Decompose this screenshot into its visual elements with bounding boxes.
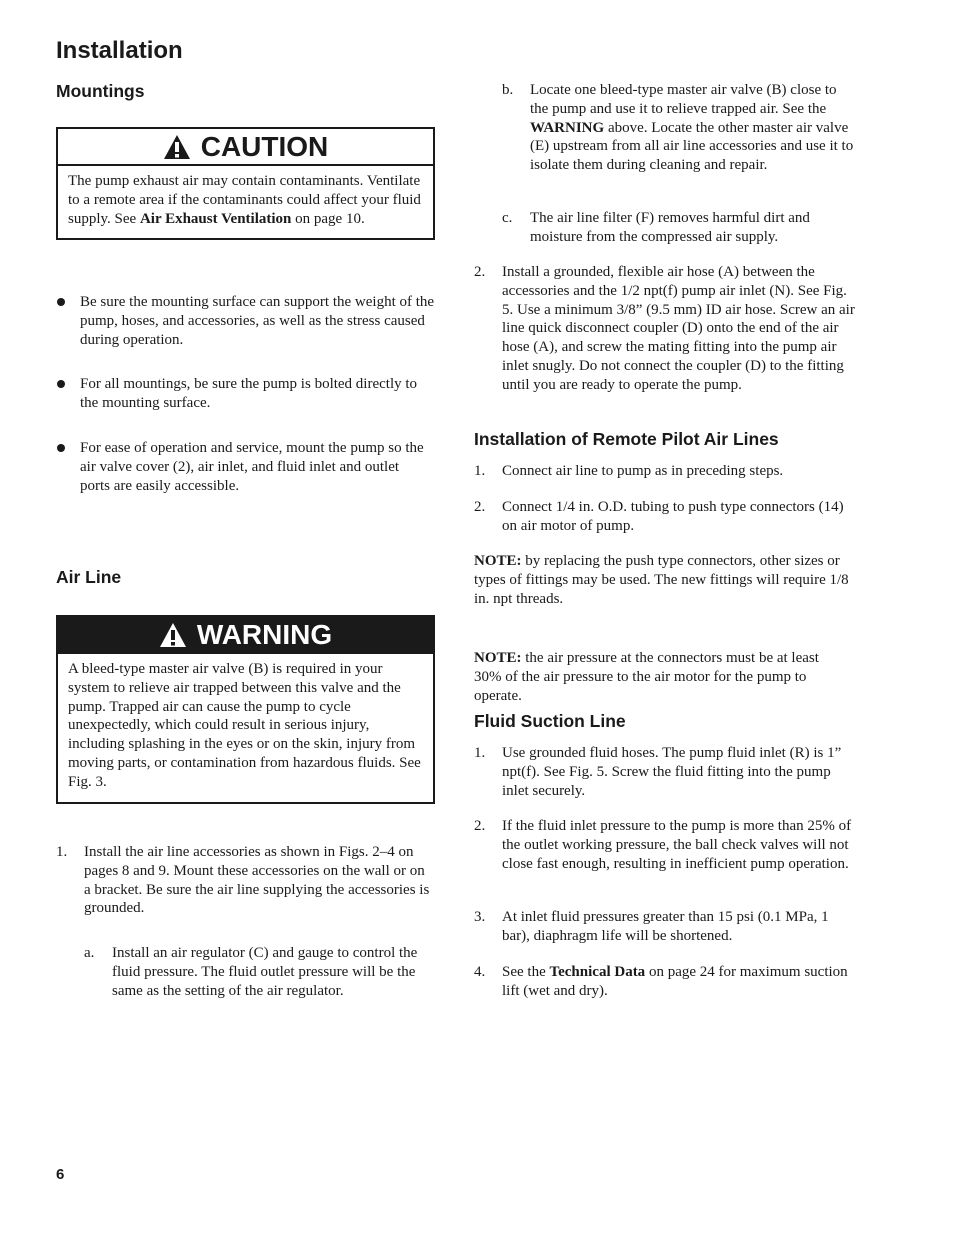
list-item: For ease of operation and service, mount the pump so the air valve cover (2), air inlet, and fluid inlet and outlet ports are easily accessible. — [56, 439, 428, 495]
caution-header — [58, 129, 433, 166]
page-number: 6 — [56, 1166, 65, 1183]
caution-box — [56, 127, 435, 240]
mountings-heading: Mountings — [56, 81, 145, 101]
warning-reference: WARNING — [530, 119, 605, 136]
list-item-step-1c: c. The air line filter (F) removes harmful dirt and moisture from the compressed air supply. — [502, 210, 810, 245]
warning-triangle-icon — [163, 133, 191, 161]
list-item: 2. Connect 1/4 in. O.D. tubing to push type connectors (14) on air motor of pump. — [474, 499, 844, 534]
warning-box — [56, 615, 435, 804]
caution-label: CAUTION — [200, 130, 329, 162]
list-item: Be sure the mounting surface can support the weight of the pump, hoses, and accessories, as well as the stress caused during operation. — [56, 293, 438, 349]
bullet-icon — [57, 444, 65, 452]
technical-data-reference: Technical Data — [549, 964, 646, 980]
list-item: For all mountings, be sure the pump is bolted directly to the mounting surface. — [56, 375, 438, 413]
caution-text: The pump exhaust air may contain contaminants. Ventilate to a remote area if the contaminants could affect your fluid supply. See Air Exhaust Ventilation on page 10. — [68, 173, 421, 227]
fluid-suction-heading: Fluid Suction Line — [474, 711, 626, 731]
list-item-step-1: 1. Install the air line accessories as shown in Figs. 2–4 on pages 8 and 9. Mount these accessories on the wall or on a bracket. Be sure the air line supplying the accessories is grounded. — [56, 844, 430, 917]
note-air-pressure: NOTE: the air pressure at the connectors must be at least 30% of the air pressure to the air motor for the pump to operate. — [474, 650, 819, 704]
list-item-step-1a: a. Install an air regulator (C) and gauge to control the fluid pressure. The fluid outlet pressure will be the same as the setting of the air regulator. — [84, 945, 418, 999]
caution-ref-air-exhaust: Air Exhaust Ventilation — [139, 210, 292, 227]
note-fittings: NOTE: by replacing the push type connectors, other sizes or types of fittings may be used. The new fittings will require 1/8 in. npt threads. — [474, 553, 849, 607]
remote-pilot-heading: Installation of Remote Pilot Air Lines — [474, 429, 779, 449]
list-item: 3. At inlet fluid pressures greater than 15 psi (0.1 MPa, 1 bar), diaphragm life will be shortened. — [474, 909, 829, 944]
list-item: 1. Use grounded fluid hoses. The pump fluid inlet (R) is 1” npt(f). See Fig. 5. Screw the fluid fitting into the pump inlet securely. — [474, 745, 842, 799]
bullet-icon — [57, 380, 65, 388]
page-title: Installation — [56, 37, 183, 64]
bullet-icon — [57, 298, 65, 306]
list-item-step-2: 2. Install a grounded, flexible air hose (A) between the accessories and the 1/2 npt(f) pump air inlet (N). See Fig. 5. Use a minimum 3/8” (9.5 mm) ID air hose. Screw an air line quick disconnect coupler (D) onto the end of the air hose (A), and screw the mating fitting into the pump air inlet snugly. Do not connect the coupler (D) to the fitting until you are ready to operate the pump. — [474, 264, 855, 393]
list-item: 4. See the Technical Data on page 24 for maximum suction lift (wet and dry). — [474, 964, 848, 999]
air-line-heading: Air Line — [56, 567, 122, 587]
warning-triangle-icon — [159, 621, 187, 649]
warning-header — [58, 617, 433, 654]
warning-text: A bleed-type master air valve (B) is required in your system to relieve air trapped between this valve and the pump. Trapped air can cause the pump to cycle unexpectedly, which could result in serious injury, including splashing in the eyes or on the skin, injury from moving parts, or contamination from hazardous fluids. See Fig. 3. — [68, 661, 421, 790]
list-item: 2. If the fluid inlet pressure to the pump is more than 25% of the outlet working pressure, the ball check valves will not close fast enough, resulting in inefficient pump operation. — [474, 818, 852, 872]
list-item: 1. Connect air line to pump as in preceding steps. — [474, 463, 784, 479]
warning-label: WARNING — [196, 618, 333, 650]
list-item-step-1b: b. Locate one bleed-type master air valve (B) close to the pump and use it to relieve trapped air. See the WARNING above. Locate the other master air valve (E) upstream from all air line accessories and use it to isolate them during cleaning and repair. — [502, 82, 854, 174]
